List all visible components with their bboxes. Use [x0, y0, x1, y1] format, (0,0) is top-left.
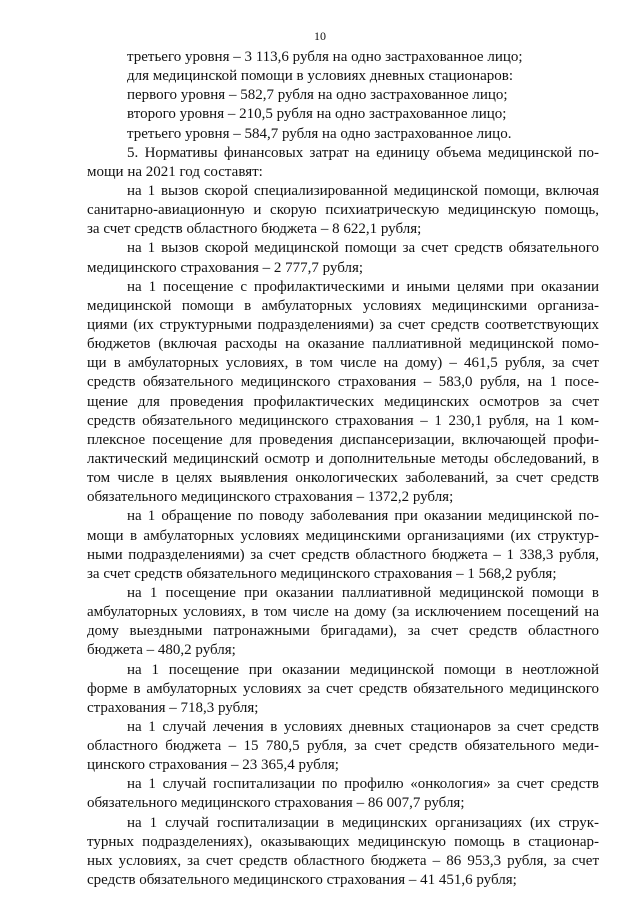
text-line: ными подразделениями) за счет средств областного бюджета – 1 338,3 рубля, — [87, 546, 599, 563]
text-line: форме в амбулаторных условиях за счет средств обязательного медицинского — [87, 680, 599, 697]
text-line: плексное посещение для проведения диспансеризации, включающей профи- — [87, 431, 599, 448]
text-line: областного бюджета – 15 780,5 рубля, за счет средств обязательного меди- — [87, 738, 599, 755]
text-line: медицинской помощи в амбулаторных условиях медицинскими организа- — [87, 297, 599, 314]
text-line: бюджета – 480,2 рубля; — [87, 642, 236, 659]
text-line: на 1 обращение по поводу заболевания при оказании медицинской по- — [127, 508, 599, 525]
text-line: щи в амбулаторных условиях, в том числе на дому) – 461,5 рубля, за счет — [87, 355, 599, 372]
text-line: мощи на 2021 год составят: — [87, 163, 263, 180]
text-line: на 1 случай лечения в условиях дневных стационаров за счет средств — [127, 718, 599, 735]
text-line: средств обязательного медицинского страхования – 583,0 рубля, на 1 посе- — [87, 374, 599, 391]
text-line: второго уровня – 210,5 рубля на одно застрахованное лицо; — [127, 106, 507, 123]
text-line: средств обязательного медицинского страхования – 41 451,6 рубля; — [87, 872, 517, 889]
text-line: на 1 посещение при оказании паллиативной медицинской помощи в — [127, 584, 599, 601]
text-line: средств обязательного медицинского страхования – 1 230,1 рубля, на 1 ком- — [87, 412, 599, 429]
text-line: на 1 вызов скорой специализированной медицинской помощи, включая — [127, 182, 599, 199]
text-line: на 1 посещение с профилактическими и иными целями при оказании — [127, 278, 599, 295]
text-line: на 1 посещение при оказании медицинской помощи в неотложной — [127, 661, 599, 678]
text-line: цинского страхования – 23 365,4 рубля; — [87, 757, 339, 774]
page-number: 10 — [314, 29, 326, 43]
text-line: том числе в целях выявления онкологических заболеваний, за счет средств — [87, 470, 599, 487]
text-line: за счет средств областного бюджета – 8 622,1 рубля; — [87, 221, 422, 238]
text-line: обязательного медицинского страхования – 86 007,7 рубля; — [87, 795, 465, 812]
text-line: на 1 случай госпитализации в медицинских организациях (их струк- — [127, 814, 599, 831]
text-line: первого уровня – 582,7 рубля на одно застрахованное лицо; — [127, 87, 508, 104]
text-line: на 1 случай госпитализации по профилю «онкология» за счет средств — [127, 776, 599, 793]
text-line: циями (их структурными подразделениями) за счет средств соответствующих — [87, 316, 599, 333]
text-line: страхования – 718,3 рубля; — [87, 699, 259, 716]
text-line: ных условиях, за счет средств областного бюджета – 86 953,3 рубля, за счет — [87, 852, 599, 869]
text-line: третьего уровня – 3 113,6 рубля на одно застрахованное лицо; — [127, 49, 523, 65]
text-line: за счет средств обязательного медицинского страхования – 1 568,2 рубля; — [87, 565, 557, 582]
text-line: на 1 вызов скорой медицинской помощи за счет средств обязательного — [127, 240, 599, 257]
text-line: бюджетов (включая расходы на оказание паллиативной медицинской помо- — [87, 336, 599, 353]
text-line: медицинского страхования – 2 777,7 рубля; — [87, 259, 364, 276]
text-line: турных подразделениях), оказывающих медицинскую помощь в стационар- — [87, 833, 599, 850]
text-line: для медицинской помощи в условиях дневных стационаров: — [127, 68, 514, 85]
text-line: мощи в амбулаторных условиях медицинскими организациями (их структур- — [87, 527, 599, 544]
text-line: 5. Нормативы финансовых затрат на единицу объема медицинской по- — [127, 144, 599, 161]
text-line: санитарно-авиационную и скорую психиатрическую медицинскую помощь, — [87, 202, 599, 219]
document-body — [87, 48, 599, 890]
text-line: дому выездными патронажными бригадами), за счет средств областного — [87, 623, 599, 640]
text-line: амбулаторных условиях, в том числе на дому (за исключением посещений на — [87, 604, 599, 621]
text-line: обязательного медицинского страхования – 1372,2 рубля; — [87, 489, 454, 506]
text-line: щение для проведения профилактических медицинских осмотров за счет — [87, 393, 599, 410]
text-line: лактический медицинский осмотр и дополнительные методы обследований, в — [87, 450, 599, 467]
text-line: третьего уровня – 584,7 рубля на одно застрахованное лицо. — [127, 125, 512, 142]
